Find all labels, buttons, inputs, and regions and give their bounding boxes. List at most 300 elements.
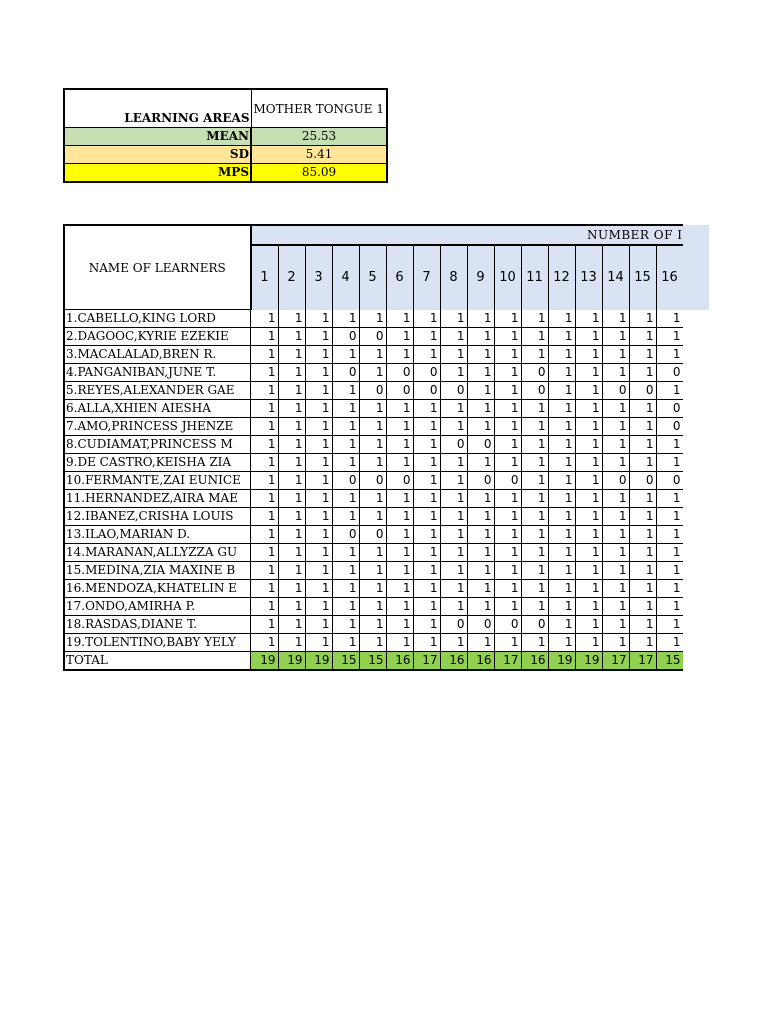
learner-row	[64, 526, 710, 544]
score-cell: 1	[251, 346, 279, 364]
total-cell: 17	[602, 652, 629, 671]
score-cell: 1	[548, 418, 575, 436]
learner-row	[64, 472, 710, 490]
score-cell: 1	[575, 436, 602, 454]
score-cell: 1	[332, 400, 359, 418]
question-number-header: 9	[467, 245, 494, 310]
score-cell: 1	[467, 508, 494, 526]
score-cell: 1	[602, 400, 629, 418]
learner-row	[64, 616, 710, 634]
learner-row	[64, 418, 710, 436]
total-cell: 15	[359, 652, 386, 671]
score-cell: 1	[602, 364, 629, 382]
score-cell: 0	[629, 472, 656, 490]
score-cell: 1	[332, 454, 359, 472]
score-cell: 1	[602, 634, 629, 652]
score-cell: 1	[575, 418, 602, 436]
score-cell: 1	[602, 418, 629, 436]
score-cell: 1	[305, 562, 332, 580]
score-cell: 1	[521, 346, 548, 364]
learner-row	[64, 562, 710, 580]
score-cell: 1	[575, 400, 602, 418]
score-cell: 1	[305, 616, 332, 634]
score-cell: 1	[656, 544, 683, 562]
score-cell: 0	[656, 472, 683, 490]
score-cell: 1	[602, 436, 629, 454]
score-cell: 1	[251, 454, 279, 472]
score-cell: 1	[629, 454, 656, 472]
score-cell: 1	[413, 634, 440, 652]
score-cell: 1	[440, 346, 467, 364]
score-cell: 1	[467, 382, 494, 400]
question-number-header: 13	[575, 245, 602, 310]
score-cell: 1	[251, 490, 279, 508]
score-cell: 1	[305, 328, 332, 346]
score-cell: 0	[413, 364, 440, 382]
question-number-header: 3	[305, 245, 332, 310]
score-cell: 1	[467, 526, 494, 544]
score-cell: 1	[629, 526, 656, 544]
total-cell: 16	[467, 652, 494, 671]
score-cell: 1	[548, 508, 575, 526]
score-cell: 1	[305, 526, 332, 544]
score-cell: 1	[278, 562, 305, 580]
learner-row	[64, 508, 710, 526]
score-cell: 1	[602, 580, 629, 598]
score-cell: 1	[575, 562, 602, 580]
score-cell: 1	[305, 634, 332, 652]
score-cell: 1	[278, 634, 305, 652]
score-cell: 1	[359, 562, 386, 580]
score-cell: 1	[602, 526, 629, 544]
score-cell: 0	[602, 472, 629, 490]
score-cell: 1	[305, 364, 332, 382]
learner-row	[64, 490, 710, 508]
score-cell: 1	[602, 562, 629, 580]
score-cell: 1	[251, 310, 279, 328]
learner-row	[64, 346, 710, 364]
score-cell: 0	[467, 436, 494, 454]
score-cell: 0	[521, 616, 548, 634]
score-cell: 1	[359, 400, 386, 418]
score-cell: 1	[251, 580, 279, 598]
total-cell: 19	[305, 652, 332, 671]
score-cell: 1	[629, 634, 656, 652]
score-cell: 1	[386, 616, 413, 634]
learner-row	[64, 544, 710, 562]
score-cell: 1	[332, 310, 359, 328]
score-cell: 1	[494, 490, 521, 508]
score-cell: 1	[413, 454, 440, 472]
score-cell: 1	[386, 436, 413, 454]
score-cell: 1	[413, 328, 440, 346]
score-cell: 1	[467, 364, 494, 382]
score-cell: 1	[359, 490, 386, 508]
score-cell: 1	[440, 634, 467, 652]
score-cell: 1	[467, 454, 494, 472]
score-cell: 1	[359, 364, 386, 382]
score-cell: 1	[278, 328, 305, 346]
score-cell: 0	[359, 472, 386, 490]
score-cell: 1	[467, 400, 494, 418]
score-cell: 1	[305, 544, 332, 562]
score-cell: 1	[656, 562, 683, 580]
score-cell: 1	[440, 526, 467, 544]
learner-name: 16.MENDOZA,KHATELIN E	[64, 580, 251, 598]
learner-row	[64, 310, 710, 328]
score-cell: 0	[494, 616, 521, 634]
score-cell: 1	[467, 562, 494, 580]
score-cell: 1	[656, 454, 683, 472]
score-cell: 1	[251, 382, 279, 400]
score-cell: 1	[548, 472, 575, 490]
score-cell: 1	[251, 526, 279, 544]
score-cell: 1	[629, 598, 656, 616]
score-cell: 1	[278, 418, 305, 436]
score-cell: 1	[521, 472, 548, 490]
score-cell: 1	[278, 346, 305, 364]
score-cell: 1	[386, 400, 413, 418]
score-cell: 1	[278, 490, 305, 508]
score-cell: 1	[278, 526, 305, 544]
score-cell: 1	[278, 616, 305, 634]
score-cell: 1	[548, 580, 575, 598]
score-cell: 1	[575, 598, 602, 616]
score-cell: 1	[521, 436, 548, 454]
learning-areas-label	[64, 89, 251, 128]
score-cell: 0	[413, 382, 440, 400]
score-cell: 1	[386, 346, 413, 364]
score-cell: 1	[305, 490, 332, 508]
score-cell: 1	[521, 580, 548, 598]
learner-name: 15.MEDINA,ZIA MAXINE B	[64, 562, 251, 580]
score-cell: 1	[629, 346, 656, 364]
score-cell: 1	[332, 490, 359, 508]
score-cell: 1	[548, 454, 575, 472]
score-cell: 1	[332, 436, 359, 454]
total-label: TOTAL	[64, 652, 251, 671]
score-cell: 0	[467, 616, 494, 634]
score-cell: 0	[440, 382, 467, 400]
score-cell: 1	[305, 598, 332, 616]
learner-name: 3.MACALALAD,BREN R.	[64, 346, 251, 364]
score-cell: 1	[332, 562, 359, 580]
learner-name: 19.TOLENTINO,BABY YELY	[64, 634, 251, 652]
score-cell: 1	[386, 544, 413, 562]
total-cell: 19	[575, 652, 602, 671]
score-cell: 0	[656, 364, 683, 382]
score-cell: 1	[656, 346, 683, 364]
score-cell: 1	[656, 616, 683, 634]
score-cell: 0	[332, 328, 359, 346]
learner-name: 13.ILAO,MARIAN D.	[64, 526, 251, 544]
learner-name: 18.RASDAS,DIANE T.	[64, 616, 251, 634]
score-cell: 1	[251, 400, 279, 418]
score-cell: 1	[656, 634, 683, 652]
score-cell: 1	[251, 436, 279, 454]
score-cell: 1	[251, 472, 279, 490]
score-cell: 1	[413, 346, 440, 364]
score-cell: 1	[629, 544, 656, 562]
score-cell: 0	[467, 472, 494, 490]
total-cell: 15	[656, 652, 683, 671]
score-cell: 0	[386, 364, 413, 382]
score-cell: 1	[440, 310, 467, 328]
header-fill-overflow	[683, 245, 710, 310]
score-cell: 1	[494, 346, 521, 364]
score-cell: 1	[494, 328, 521, 346]
learner-row	[64, 382, 710, 400]
score-cell: 1	[494, 598, 521, 616]
score-cell: 0	[359, 526, 386, 544]
score-cell: 1	[332, 544, 359, 562]
question-number-header: 6	[386, 245, 413, 310]
score-cell: 1	[251, 562, 279, 580]
score-cell: 1	[359, 544, 386, 562]
score-cell: 1	[656, 328, 683, 346]
score-cell: 1	[467, 490, 494, 508]
score-cell: 1	[548, 328, 575, 346]
question-number-header: 16	[656, 245, 683, 310]
header-fill-overflow	[683, 225, 710, 245]
score-cell: 1	[251, 616, 279, 634]
score-cell: 1	[413, 526, 440, 544]
score-cell: 1	[656, 580, 683, 598]
score-cell: 1	[467, 418, 494, 436]
score-cell: 1	[602, 346, 629, 364]
score-cell: 1	[278, 454, 305, 472]
score-cell: 1	[413, 580, 440, 598]
score-cell: 0	[359, 382, 386, 400]
score-cell: 1	[467, 346, 494, 364]
score-cell: 1	[386, 454, 413, 472]
score-cell: 1	[332, 418, 359, 436]
score-cell: 1	[413, 418, 440, 436]
question-number-header: 10	[494, 245, 521, 310]
mean-label: MEAN	[64, 128, 251, 146]
score-cell: 1	[386, 508, 413, 526]
sd-value: 5.41	[251, 146, 387, 164]
score-cell: 1	[575, 580, 602, 598]
score-cell: 1	[440, 580, 467, 598]
question-number-header: 11	[521, 245, 548, 310]
learner-name: 14.MARANAN,ALLYZZA GU	[64, 544, 251, 562]
score-cell: 1	[656, 436, 683, 454]
subject-name: MOTHER TONGUE 1	[253, 101, 384, 116]
score-cell: 0	[521, 382, 548, 400]
score-cell: 1	[548, 616, 575, 634]
score-cell: 1	[548, 544, 575, 562]
score-cell: 1	[359, 454, 386, 472]
score-cell: 1	[494, 526, 521, 544]
score-cell: 1	[494, 400, 521, 418]
score-cell: 1	[521, 526, 548, 544]
score-cell: 1	[521, 544, 548, 562]
score-cell: 1	[494, 562, 521, 580]
score-cell: 1	[656, 490, 683, 508]
score-cell: 1	[413, 544, 440, 562]
score-cell: 1	[548, 598, 575, 616]
score-cell: 1	[251, 598, 279, 616]
question-number-header: 2	[278, 245, 305, 310]
score-cell: 1	[629, 508, 656, 526]
score-cell: 1	[575, 472, 602, 490]
score-cell: 1	[521, 400, 548, 418]
score-cell: 1	[575, 544, 602, 562]
score-cell: 1	[602, 310, 629, 328]
learner-name: 5.REYES,ALEXANDER GAE	[64, 382, 251, 400]
learner-row	[64, 580, 710, 598]
question-number-header: 1	[251, 245, 279, 310]
score-cell: 0	[386, 472, 413, 490]
learner-name: 7.AMO,PRINCESS JHENZE	[64, 418, 251, 436]
score-cell: 1	[440, 508, 467, 526]
total-cell: 16	[440, 652, 467, 671]
score-cell: 1	[332, 580, 359, 598]
score-cell: 1	[629, 418, 656, 436]
mps-label: MPS	[64, 164, 251, 183]
score-cell: 1	[575, 364, 602, 382]
total-cell: 17	[629, 652, 656, 671]
score-cell: 1	[521, 634, 548, 652]
total-cell: 16	[386, 652, 413, 671]
question-number-header: 15	[629, 245, 656, 310]
score-cell: 0	[332, 364, 359, 382]
score-cell: 1	[575, 616, 602, 634]
score-cell: 1	[386, 310, 413, 328]
score-cell: 1	[413, 508, 440, 526]
score-cell: 0	[521, 364, 548, 382]
total-cell: 19	[251, 652, 279, 671]
score-cell: 1	[359, 634, 386, 652]
score-cell: 1	[440, 562, 467, 580]
score-cell: 0	[332, 526, 359, 544]
score-cell: 1	[602, 328, 629, 346]
score-cell: 1	[575, 634, 602, 652]
score-cell: 1	[656, 508, 683, 526]
score-cell: 1	[548, 382, 575, 400]
score-cell: 1	[521, 598, 548, 616]
score-cell: 1	[629, 436, 656, 454]
score-cell: 1	[521, 418, 548, 436]
score-cell: 1	[386, 562, 413, 580]
score-cell: 0	[494, 472, 521, 490]
learning-areas-text: LEARNING AREAS	[124, 111, 250, 125]
score-cell: 1	[548, 490, 575, 508]
score-cell: 1	[278, 544, 305, 562]
score-cell: 1	[386, 580, 413, 598]
total-cell: 17	[494, 652, 521, 671]
score-cell: 1	[521, 310, 548, 328]
score-cell: 1	[332, 634, 359, 652]
score-cell: 1	[575, 526, 602, 544]
score-cell: 1	[413, 616, 440, 634]
learner-name: 2.DAGOOC,KYRIE EZEKIE	[64, 328, 251, 346]
score-cell: 1	[278, 472, 305, 490]
score-cell: 1	[602, 454, 629, 472]
score-cell: 1	[467, 580, 494, 598]
score-cell: 1	[305, 418, 332, 436]
score-cell: 1	[494, 436, 521, 454]
score-cell: 1	[575, 382, 602, 400]
score-cell: 1	[305, 382, 332, 400]
score-cell: 1	[494, 418, 521, 436]
score-cell: 1	[359, 616, 386, 634]
score-cell: 1	[386, 328, 413, 346]
score-cell: 1	[521, 562, 548, 580]
score-cell: 0	[332, 472, 359, 490]
summary-table	[63, 88, 388, 183]
score-cell: 1	[332, 382, 359, 400]
score-cell: 1	[548, 400, 575, 418]
score-cell: 1	[305, 508, 332, 526]
score-cell: 1	[656, 382, 683, 400]
score-cell: 1	[305, 310, 332, 328]
score-cell: 1	[602, 616, 629, 634]
score-cell: 1	[548, 436, 575, 454]
score-cell: 1	[278, 310, 305, 328]
score-cell: 1	[494, 454, 521, 472]
score-cell: 1	[413, 400, 440, 418]
score-cell: 1	[440, 454, 467, 472]
score-cell: 1	[467, 634, 494, 652]
total-cell: 19	[548, 652, 575, 671]
score-cell: 1	[440, 544, 467, 562]
score-cell: 1	[548, 526, 575, 544]
learner-row	[64, 400, 710, 418]
learner-name: 8.CUDIAMAT,PRINCESS M	[64, 436, 251, 454]
score-cell: 1	[278, 508, 305, 526]
score-cell: 0	[629, 382, 656, 400]
total-cell: 19	[278, 652, 305, 671]
learner-name: 12.IBANEZ,CRISHA LOUIS	[64, 508, 251, 526]
score-cell: 1	[359, 436, 386, 454]
score-cell: 1	[251, 508, 279, 526]
name-of-learners-header: NAME OF LEARNERS	[64, 225, 251, 310]
score-cell: 1	[305, 472, 332, 490]
learner-name: 6.ALLA,XHIEN AIESHA	[64, 400, 251, 418]
score-cell: 1	[305, 400, 332, 418]
score-cell: 1	[602, 508, 629, 526]
score-cell: 1	[629, 310, 656, 328]
score-cell: 1	[386, 598, 413, 616]
learner-name: 17.ONDO,AMIRHA P.	[64, 598, 251, 616]
score-cell: 1	[575, 508, 602, 526]
score-cell: 1	[548, 310, 575, 328]
score-cell: 1	[602, 544, 629, 562]
score-cell: 1	[305, 346, 332, 364]
question-number-header: 4	[332, 245, 359, 310]
score-cell: 0	[440, 616, 467, 634]
score-cell: 1	[602, 598, 629, 616]
learner-name: 9.DE CASTRO,KEISHA ZIA	[64, 454, 251, 472]
score-cell: 1	[467, 310, 494, 328]
score-cell: 1	[359, 508, 386, 526]
score-cell: 1	[575, 328, 602, 346]
score-cell: 1	[548, 634, 575, 652]
score-cell: 1	[440, 364, 467, 382]
learner-name: 1.CABELLO,KING LORD	[64, 310, 251, 328]
number-of-items-banner: NUMBER OF I	[251, 225, 683, 245]
score-cell: 1	[440, 472, 467, 490]
score-cell: 1	[413, 490, 440, 508]
total-cell: 15	[332, 652, 359, 671]
score-cell: 1	[359, 310, 386, 328]
score-cell: 1	[440, 400, 467, 418]
score-cell: 1	[494, 508, 521, 526]
score-cell: 1	[629, 490, 656, 508]
score-cell: 1	[629, 562, 656, 580]
